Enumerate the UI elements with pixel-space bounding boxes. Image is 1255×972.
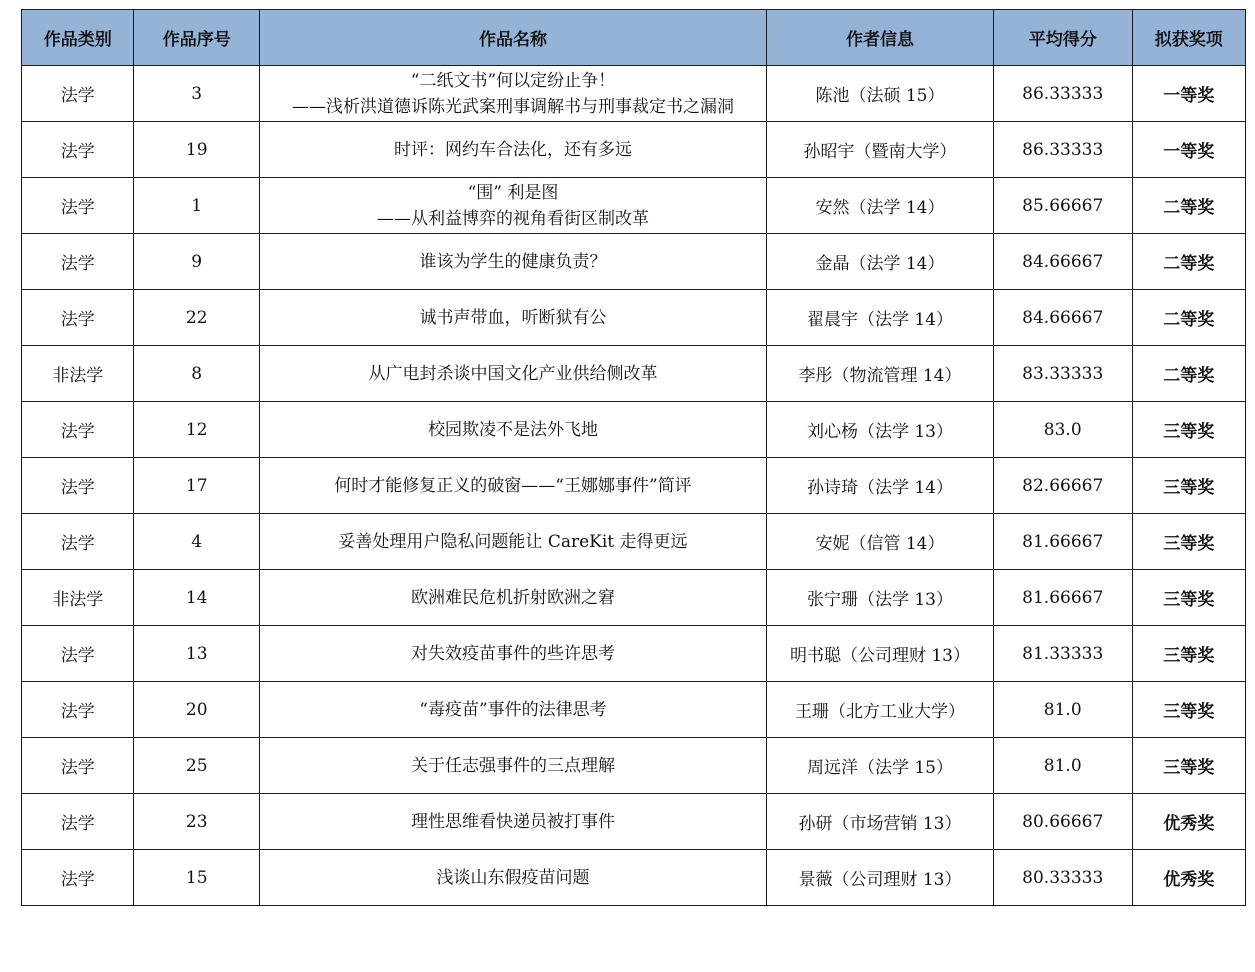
cell-title xyxy=(259,850,766,906)
header-number: 作品序号 xyxy=(134,10,260,66)
cell-author: 孙诗琦（法学 14） xyxy=(767,458,994,514)
title-line: 欧洲难民危机折射欧洲之窘 xyxy=(410,587,615,608)
cell-author: 李彤（物流管理 14） xyxy=(767,346,994,402)
cell-score: 81.66667 xyxy=(993,514,1132,570)
cell-author: 景薇（公司理财 13） xyxy=(767,850,994,906)
cell-title xyxy=(259,290,766,346)
cell-category: 法学 xyxy=(22,850,134,906)
cell-category: 法学 xyxy=(22,682,134,738)
title-line: “毒疫苗”事件的法律思考 xyxy=(419,699,607,720)
table-row xyxy=(22,570,1246,626)
cell-score: 82.66667 xyxy=(993,458,1132,514)
header-row xyxy=(22,10,1246,66)
table-row xyxy=(22,178,1246,234)
cell-score: 81.33333 xyxy=(993,626,1132,682)
table-row xyxy=(22,682,1246,738)
title-line: 浅谈山东假疫苗问题 xyxy=(436,867,590,888)
cell-category: 非法学 xyxy=(22,346,134,402)
cell-number: 19 xyxy=(134,122,260,178)
cell-prize: 三等奖 xyxy=(1132,738,1246,794)
cell-number: 1 xyxy=(134,178,260,234)
cell-prize: 二等奖 xyxy=(1132,346,1246,402)
cell-number: 20 xyxy=(134,682,260,738)
header-prize: 拟获奖项 xyxy=(1132,10,1246,66)
cell-number: 8 xyxy=(134,346,260,402)
table-body xyxy=(22,66,1246,906)
cell-number: 17 xyxy=(134,458,260,514)
awards-table xyxy=(21,9,1246,906)
cell-number: 3 xyxy=(134,66,260,122)
title-line: 时评：网约车合法化，还有多远 xyxy=(393,139,632,160)
cell-number: 22 xyxy=(134,290,260,346)
cell-prize: 三等奖 xyxy=(1132,682,1246,738)
title-line: ——从利益博弈的视角看街区制改革 xyxy=(376,208,649,229)
cell-author: 张宁珊（法学 13） xyxy=(767,570,994,626)
cell-title xyxy=(259,458,766,514)
cell-author: 孙昭宇（暨南大学） xyxy=(767,122,994,178)
cell-score: 84.66667 xyxy=(993,290,1132,346)
title-line: 对失效疫苗事件的些许思考 xyxy=(410,643,615,664)
title-line: 校园欺凌不是法外飞地 xyxy=(427,419,598,440)
title-line: ——浅析洪道德诉陈光武案刑事调解书与刑事裁定书之漏洞 xyxy=(291,96,734,117)
table-row xyxy=(22,738,1246,794)
cell-number: 23 xyxy=(134,794,260,850)
cell-prize: 二等奖 xyxy=(1132,290,1246,346)
cell-prize: 优秀奖 xyxy=(1132,850,1246,906)
title-line: “二纸文书”何以定纷止争！ xyxy=(410,70,616,91)
cell-category: 法学 xyxy=(22,178,134,234)
cell-category: 法学 xyxy=(22,458,134,514)
cell-score: 83.33333 xyxy=(993,346,1132,402)
cell-score: 81.0 xyxy=(993,682,1132,738)
table-row xyxy=(22,66,1246,122)
cell-score: 81.66667 xyxy=(993,570,1132,626)
cell-prize: 二等奖 xyxy=(1132,234,1246,290)
table-row xyxy=(22,514,1246,570)
cell-number: 4 xyxy=(134,514,260,570)
cell-author: 刘心杨（法学 13） xyxy=(767,402,994,458)
cell-title xyxy=(259,626,766,682)
cell-author: 金晶（法学 14） xyxy=(767,234,994,290)
cell-prize: 三等奖 xyxy=(1132,514,1246,570)
cell-score: 80.66667 xyxy=(993,794,1132,850)
cell-title xyxy=(259,794,766,850)
cell-category: 法学 xyxy=(22,122,134,178)
cell-category: 法学 xyxy=(22,738,134,794)
cell-prize: 优秀奖 xyxy=(1132,794,1246,850)
cell-category: 法学 xyxy=(22,514,134,570)
cell-author: 明书聪（公司理财 13） xyxy=(767,626,994,682)
cell-prize: 一等奖 xyxy=(1132,122,1246,178)
cell-title xyxy=(259,402,766,458)
cell-title xyxy=(259,66,766,122)
table-row xyxy=(22,794,1246,850)
cell-title xyxy=(259,122,766,178)
title-line: 关于任志强事件的三点理解 xyxy=(410,755,615,776)
table-row xyxy=(22,290,1246,346)
header-author: 作者信息 xyxy=(767,10,994,66)
title-line: 诚书声带血，听断狱有公 xyxy=(419,307,607,328)
cell-author: 孙研（市场营销 13） xyxy=(767,794,994,850)
cell-author: 安妮（信管 14） xyxy=(767,514,994,570)
cell-number: 13 xyxy=(134,626,260,682)
header-category: 作品类别 xyxy=(22,10,134,66)
cell-score: 84.66667 xyxy=(993,234,1132,290)
cell-category: 法学 xyxy=(22,234,134,290)
header-score: 平均得分 xyxy=(993,10,1132,66)
cell-author: 周远洋（法学 15） xyxy=(767,738,994,794)
cell-title xyxy=(259,570,766,626)
cell-number: 14 xyxy=(134,570,260,626)
cell-prize: 三等奖 xyxy=(1132,570,1246,626)
cell-prize: 一等奖 xyxy=(1132,66,1246,122)
table-row xyxy=(22,234,1246,290)
cell-author: 翟晨宇（法学 14） xyxy=(767,290,994,346)
cell-category: 法学 xyxy=(22,66,134,122)
cell-prize: 三等奖 xyxy=(1132,402,1246,458)
cell-category: 非法学 xyxy=(22,570,134,626)
table-row xyxy=(22,346,1246,402)
cell-prize: 三等奖 xyxy=(1132,458,1246,514)
cell-category: 法学 xyxy=(22,402,134,458)
cell-score: 80.33333 xyxy=(993,850,1132,906)
cell-score: 85.66667 xyxy=(993,178,1132,234)
cell-number: 9 xyxy=(134,234,260,290)
cell-prize: 二等奖 xyxy=(1132,178,1246,234)
table-row xyxy=(22,458,1246,514)
table-row xyxy=(22,626,1246,682)
title-line: 理性思维看快递员被打事件 xyxy=(410,811,615,832)
cell-author: 陈池（法硕 15） xyxy=(767,66,994,122)
title-line: 从广电封杀谈中国文化产业供给侧改革 xyxy=(368,363,658,384)
cell-title xyxy=(259,346,766,402)
cell-category: 法学 xyxy=(22,290,134,346)
cell-score: 81.0 xyxy=(993,738,1132,794)
cell-author: 安然（法学 14） xyxy=(767,178,994,234)
cell-title xyxy=(259,178,766,234)
header-title: 作品名称 xyxy=(259,10,766,66)
table-row xyxy=(22,122,1246,178)
cell-title xyxy=(259,234,766,290)
cell-title xyxy=(259,738,766,794)
cell-number: 25 xyxy=(134,738,260,794)
cell-score: 83.0 xyxy=(993,402,1132,458)
cell-title xyxy=(259,514,766,570)
table-row xyxy=(22,402,1246,458)
title-line: “围” 利是图 xyxy=(467,182,559,203)
table-header xyxy=(22,10,1246,66)
cell-score: 86.33333 xyxy=(993,66,1132,122)
cell-category: 法学 xyxy=(22,794,134,850)
cell-number: 15 xyxy=(134,850,260,906)
cell-prize: 三等奖 xyxy=(1132,626,1246,682)
table-row xyxy=(22,850,1246,906)
title-line: 谁该为学生的健康负责？ xyxy=(419,251,607,272)
cell-title xyxy=(259,682,766,738)
cell-author: 王珊（北方工业大学） xyxy=(767,682,994,738)
cell-number: 12 xyxy=(134,402,260,458)
title-line: 妥善处理用户隐私问题能让 CareKit 走得更远 xyxy=(338,531,688,552)
cell-category: 法学 xyxy=(22,626,134,682)
title-line: 何时才能修复正义的破窗——“王娜娜事件”简评 xyxy=(334,475,692,496)
cell-score: 86.33333 xyxy=(993,122,1132,178)
